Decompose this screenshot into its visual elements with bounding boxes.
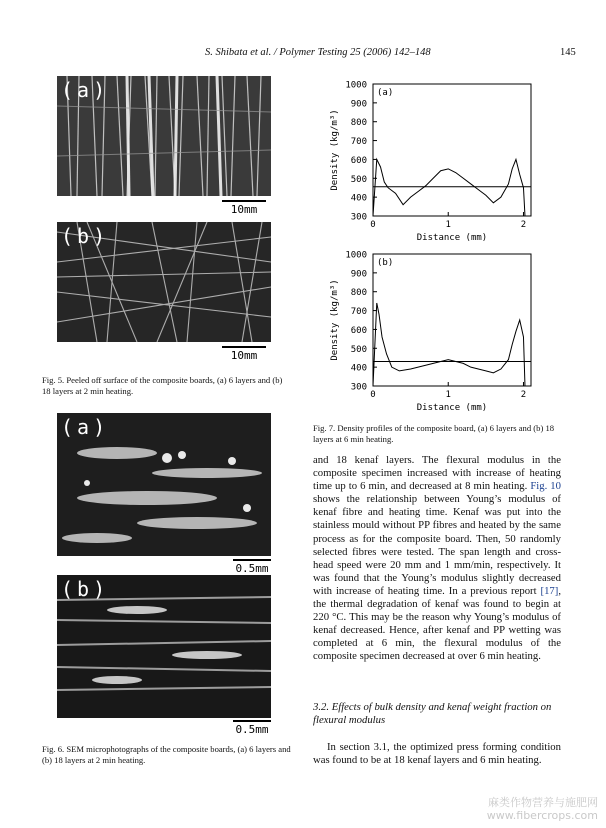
y-tick-label: 400 bbox=[350, 363, 367, 374]
body-paragraph-1 bbox=[313, 454, 561, 664]
fig10-link[interactable]: Fig. 10 bbox=[530, 480, 561, 493]
x-axis-label: Distance (mm) bbox=[416, 233, 488, 243]
fig6-photo-a bbox=[57, 413, 271, 556]
panel-label: (b) bbox=[377, 258, 394, 268]
x-tick-label: 0 bbox=[370, 390, 376, 400]
section-heading: 3.2. Effects of bulk density and kenaf weight fraction on flexural modulus bbox=[313, 701, 552, 726]
watermark bbox=[487, 796, 598, 822]
fig5-photo-b bbox=[57, 222, 271, 342]
fig7-caption: Fig. 7. Density profiles of the composite board, (a) 6 layers and (b) 18 layers at 6 min heating. bbox=[313, 423, 555, 444]
plot-frame bbox=[373, 254, 531, 386]
x-tick-label: 1 bbox=[445, 220, 451, 230]
fig5-scale-bar-a: 10mm bbox=[222, 200, 266, 216]
y-tick-label: 700 bbox=[350, 137, 367, 148]
fig5-panel-b-label: (b) bbox=[61, 224, 110, 248]
y-tick-label: 800 bbox=[350, 288, 367, 299]
journal-citation: S. Shibata et al. / Polymer Testing 25 (2006) 142–148 bbox=[205, 47, 431, 58]
fig6-scale-bar-a: 0.5mm bbox=[233, 559, 271, 575]
fig7-density-chart-a bbox=[325, 76, 550, 246]
x-tick-label: 2 bbox=[520, 220, 527, 230]
y-tick-label: 300 bbox=[350, 382, 367, 393]
panel-label: (a) bbox=[377, 88, 394, 98]
y-tick-label: 600 bbox=[350, 325, 367, 336]
fig6-panel-b-label: (b) bbox=[61, 577, 110, 601]
watermark-line-1: 麻类作物营养与施肥网 bbox=[488, 796, 598, 809]
density-profile-line bbox=[373, 303, 525, 386]
plot-frame bbox=[373, 84, 531, 216]
density-profile-line bbox=[373, 159, 525, 216]
page-number: 145 bbox=[560, 47, 576, 58]
y-tick-label: 1000 bbox=[345, 80, 367, 91]
fig6-scale-bar-b: 0.5mm bbox=[233, 720, 271, 736]
y-axis-label: Density (kg/m³) bbox=[330, 109, 340, 191]
fig6-photo-b bbox=[57, 575, 271, 718]
x-tick-label: 1 bbox=[445, 390, 451, 400]
fig5-caption: Fig. 5. Peeled off surface of the composite boards, (a) 6 layers and (b) 18 layers at 2 min heating. bbox=[42, 375, 283, 396]
body-text-run: , the thermal degradation of kenaf was found to begin at 220 °C. This may be the reason why Young’s modulus of kenaf decreased. Hence, after kenaf and PP wetting was completed at 6 min, the flexural modulus of the composite specimen decreased at over 6 min heating. bbox=[313, 584, 561, 663]
fig7-density-chart-b bbox=[325, 246, 550, 418]
y-tick-label: 900 bbox=[350, 269, 367, 280]
x-axis-label: Distance (mm) bbox=[416, 403, 488, 413]
fig5-panel-a-label: (a) bbox=[61, 78, 110, 102]
fig6-panel-a-label: (a) bbox=[61, 415, 110, 439]
y-tick-label: 1000 bbox=[345, 250, 367, 261]
y-tick-label: 300 bbox=[350, 212, 367, 223]
x-tick-label: 2 bbox=[520, 390, 527, 400]
body-text-run: and 18 kenaf layers. The flexural modulus in the composite specimen increased with increase of heating time up to 6 min, and decreased at 8 min heating. bbox=[313, 454, 561, 493]
y-tick-label: 400 bbox=[350, 193, 367, 204]
y-tick-label: 900 bbox=[350, 99, 367, 110]
y-tick-label: 800 bbox=[350, 118, 367, 129]
body-paragraph-2: In section 3.1, the optimized press forming condition was found to be at 18 kenaf layers and 6 min heating. bbox=[313, 741, 561, 767]
fig5-scale-bar-b: 10mm bbox=[222, 346, 266, 362]
ref17-link[interactable]: [17] bbox=[540, 584, 559, 597]
y-tick-label: 500 bbox=[350, 174, 367, 185]
fig5-photo-a bbox=[57, 76, 271, 196]
x-tick-label: 0 bbox=[370, 220, 376, 230]
y-axis-label: Density (kg/m³) bbox=[330, 279, 340, 361]
body-text-run: shows the relationship between Young’s modulus of kenaf fibre and heating time. Kenaf was put into the stainless mould without PP fibres and heated by the same process as for the composite board. Then, 50 randomly selected fibres were tested. The span length and cross-head speed were 20 mm and 1 mm/min, respectively. It was found that the Young’s modulus slightly decreased with increase of heating time. In a previous report bbox=[313, 493, 561, 597]
y-tick-label: 600 bbox=[350, 155, 367, 166]
watermark-line-2: www.fibercrops.com bbox=[486, 809, 598, 822]
y-tick-label: 700 bbox=[350, 307, 367, 318]
y-tick-label: 500 bbox=[350, 344, 367, 355]
fig6-caption: Fig. 6. SEM microphotographs of the composite boards, (a) 6 layers and (b) 18 layers at 2 min heating. bbox=[42, 744, 291, 765]
